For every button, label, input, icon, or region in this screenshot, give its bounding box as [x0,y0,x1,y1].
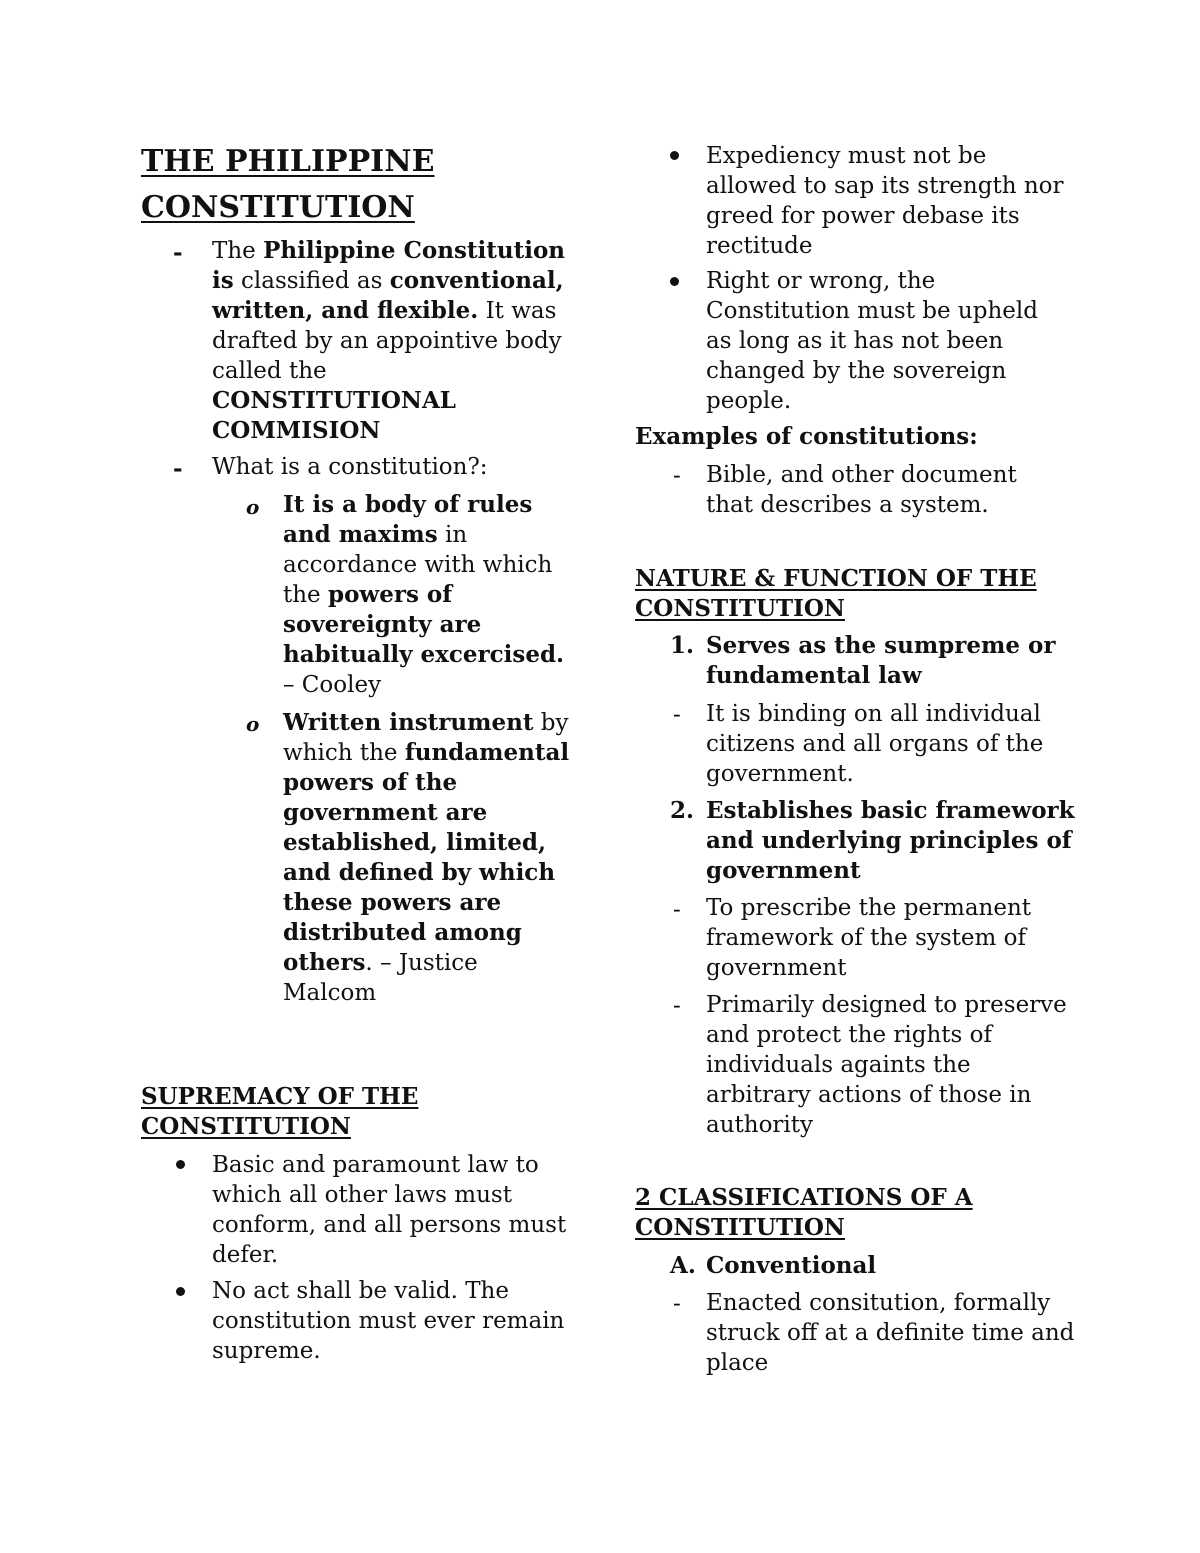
continued-bullet [706,141,1066,261]
examples-heading [635,422,1075,452]
dash-bullet: - [173,239,183,266]
sub-item-malcom [283,708,573,1008]
bullet-dot-icon [670,277,679,286]
dash-bullet: - [673,463,681,489]
title-line-1: THE PHILIPPINE [141,144,435,179]
dash-bullet: - [673,897,681,923]
title-line-2: CONSTITUTION [141,190,415,225]
dash-bullet: - [673,993,681,1019]
section-heading-nature [635,564,1095,624]
bullet-dot-icon [176,1160,185,1169]
numbered-item-1-detail [706,699,1066,789]
text: by which the [283,710,569,766]
numbered-item-1 [706,631,1066,691]
text: Bible, and other document that describes a system. [706,462,1017,518]
supremacy-bullet [212,1276,572,1366]
numbered-item-2-detail [706,893,1066,983]
text: classified as [233,268,390,294]
letter-label: A. [670,1252,696,1279]
number-label: 1. [670,632,695,659]
heading-line-1: 2 CLASSIFICATIONS OF A [635,1184,973,1211]
heading-line-2: CONSTITUTION [141,1113,351,1140]
dash-bullet: - [673,702,681,728]
classification-a [706,1251,1066,1281]
circle-bullet-icon: o [246,495,260,519]
text: Establishes basic framework and underlying principles of government [706,797,1075,884]
list-item-question [212,452,572,482]
text: The [212,238,264,264]
text: Expediency must not be allowed to sap its strength nor greed for power debase its rectitude [706,143,1064,259]
dash-bullet: - [173,455,183,482]
number-label: 2. [670,797,695,824]
text: Enacted consitution, formally struck off at a definite time and place [706,1290,1075,1376]
text: . – Justice Malcom [283,950,478,1006]
text: What is a constitution?: [212,454,488,480]
bold-text: It is a body of rules and maxims [283,491,533,548]
heading-line-1: NATURE & FUNCTION OF THE [635,565,1037,592]
circle-bullet-icon: o [246,712,260,736]
section-heading-supremacy [141,1082,581,1142]
text: No act shall be valid. The constitution must ever remain supreme. [212,1278,565,1364]
text: Primarily designed to preserve and protect the rights of individuals againts the arbitrary actions of those in authority [706,992,1067,1138]
heading-line-1: SUPREMACY OF THE [141,1083,419,1110]
sub-item-cooley [283,490,573,700]
text: in accordance with which the [283,522,553,608]
text: Right or wrong, the Constitution must be upheld as long as it has not been changed by the sovereign people. [706,268,1038,414]
text: It is binding on all individual citizens and all organs of the government. [706,701,1044,787]
bold-text: conventional, written, and flexible. [212,267,564,324]
examples-item [706,460,1066,520]
text: Examples of constitutions: [635,423,978,450]
text: Basic and paramount law to which all other laws must conform, and all persons must defer. [212,1152,567,1268]
bullet-dot-icon [176,1287,185,1296]
bold-text: powers of sovereignty are habitually excercised. [283,581,565,668]
dash-bullet: - [673,1291,681,1317]
text: – Cooley [283,672,382,698]
bullet-dot-icon [670,151,679,160]
supremacy-bullet [212,1150,572,1270]
bold-text: CONSTITUTIONAL COMMISION [212,387,456,444]
text: Conventional [706,1252,877,1279]
text: Serves as the sumpreme or fundamental law [706,632,1056,689]
numbered-item-2 [706,796,1076,886]
list-item-classification [212,236,572,446]
classification-a-detail [706,1288,1076,1378]
bold-text: Written instrument [283,709,534,736]
section-heading-classifications [635,1183,1095,1243]
bold-text: Philippine Constitution is [212,237,566,294]
bold-text: fundamental powers of the government are established, limited, and defined by which these powers are distributed among others [283,739,570,976]
text: It was drafted by an appointive body called the [212,298,562,384]
document-title [141,139,581,231]
heading-line-2: CONSTITUTION [635,1214,845,1241]
text: To prescribe the permanent framework of the system of government [706,895,1032,981]
continued-bullet [706,266,1066,416]
heading-line-2: CONSTITUTION [635,595,845,622]
numbered-item-2-detail [706,990,1076,1140]
